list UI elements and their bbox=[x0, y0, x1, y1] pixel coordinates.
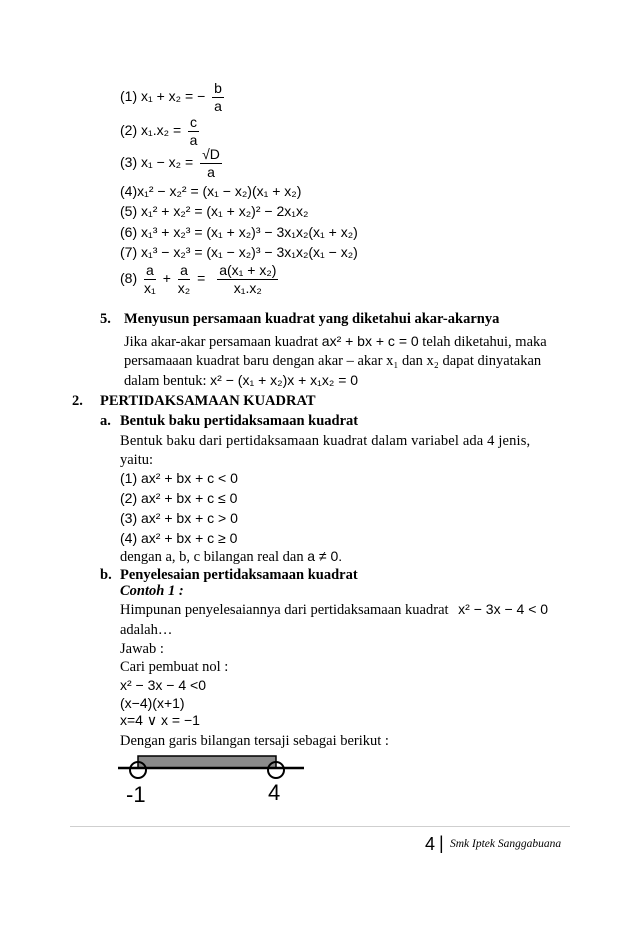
example-line-1 bbox=[120, 601, 548, 619]
identity-1-den: a bbox=[214, 98, 222, 114]
subsection-a-heading: Bentuk baku pertidaksamaan kuadrat bbox=[120, 413, 359, 429]
subsection-a-label: a. bbox=[100, 413, 111, 429]
footer-separator: | bbox=[439, 833, 444, 853]
identity-8-f2-den: x₂ bbox=[177, 280, 191, 296]
identity-3-den: a bbox=[207, 164, 215, 180]
subsection-a-line-2: yaitu: bbox=[120, 452, 154, 468]
identity-8-fraction-2 bbox=[178, 262, 190, 297]
identity-8-fraction-3 bbox=[217, 262, 278, 297]
identity-8-plus: + bbox=[162, 270, 171, 287]
section-5-line-1-text-a: Jika akar-akar persamaan kuadrat bbox=[124, 334, 319, 350]
inequality-form-1: (1) ax² + bx + c < 0 bbox=[120, 470, 238, 486]
subsection-b-label: b. bbox=[100, 567, 112, 583]
identity-1-num: b bbox=[214, 80, 222, 96]
section-5-heading: Menyusun persamaan kuadrat yang diketahui akar-akarnya bbox=[124, 311, 500, 327]
identity-8-f1-num: a bbox=[146, 262, 154, 278]
section-5-line-2: persamaaan kuadrat baru dengan akar – akar x₁ dan x₂ dapat dinyatakan bbox=[124, 353, 542, 369]
section-5-line-1-text-b: telah diketahui, maka bbox=[422, 334, 547, 350]
identity-8-f3-num: a(x₁ + x₂) bbox=[219, 262, 277, 278]
identity-8-label: (8) bbox=[120, 270, 138, 287]
number-line bbox=[112, 750, 312, 810]
section-2-heading: PERTIDAKSAMAAN KUADRAT bbox=[100, 393, 316, 409]
subsection-a-note bbox=[120, 548, 342, 566]
identity-2-fraction bbox=[188, 114, 199, 149]
identity-4: (4)x₁² − x₂² = (x₁ − x₂)(x₁ + x₂) bbox=[120, 183, 302, 199]
identity-8-f3-den: x₁.x₂ bbox=[233, 280, 262, 296]
inequality-form-3: (3) ax² + bx + c > 0 bbox=[120, 510, 238, 526]
subsection-a-note-text: dengan a, b, c bilangan real dan bbox=[120, 549, 304, 565]
identity-3 bbox=[120, 146, 225, 181]
identity-5: (5) x₁² + x₂² = (x₁ + x₂)² − 2x₁x₂ bbox=[120, 203, 309, 219]
example-line-2: adalah… bbox=[120, 622, 173, 638]
identity-8-fraction-1 bbox=[144, 262, 156, 297]
school-name: Smk Iptek Sanggabuana bbox=[450, 838, 562, 850]
identity-6: (6) x₁³ + x₂³ = (x₁ + x₂)³ − 3x₁x₂(x₁ + x₂) bbox=[120, 224, 358, 240]
section-5-line-3-text: dalam bentuk: bbox=[124, 373, 207, 389]
identity-8-f1-den: x₁ bbox=[144, 280, 156, 296]
example-line-1-text: Himpunan penyelesaiannya dari pertidaksamaan kuadrat bbox=[120, 602, 449, 618]
section-2-number: 2. bbox=[72, 393, 83, 409]
identity-2-lhs: (2) x₁.x₂ = bbox=[120, 122, 182, 139]
identity-8-equals: = bbox=[197, 270, 206, 287]
example-line-1-math: x² − 3x − 4 < 0 bbox=[458, 601, 549, 617]
identity-7: (7) x₁³ − x₂³ = (x₁ − x₂)³ − 3x₁x₂(x₁ − x₂) bbox=[120, 244, 358, 260]
identity-2 bbox=[120, 114, 202, 149]
subsection-b-heading: Penyelesaian pertidaksamaan kuadrat bbox=[120, 567, 358, 583]
identity-1 bbox=[120, 80, 227, 115]
solution-step-1: x² − 3x − 4 <0 bbox=[120, 677, 206, 693]
solution-step-3: x=4 ∨ x = −1 bbox=[120, 712, 200, 728]
section-5-line-3-math: x² − (x₁ + x₂)x + x₁x₂ = 0 bbox=[210, 372, 359, 388]
identity-1-fraction bbox=[212, 80, 224, 115]
section-5-line-3 bbox=[124, 372, 358, 390]
page-number: 4 bbox=[425, 834, 436, 854]
answer-intro: Cari pembuat nol : bbox=[120, 659, 229, 675]
identity-3-fraction bbox=[200, 146, 222, 181]
answer-label: Jawab : bbox=[120, 641, 164, 657]
label-minus-one: -1 bbox=[126, 782, 146, 807]
subsection-a-note-math: a ≠ 0. bbox=[307, 548, 343, 564]
shaded-interval bbox=[138, 756, 276, 768]
identity-8-f2-num: a bbox=[178, 262, 190, 280]
subsection-a-line-1: Bentuk baku dari pertidaksamaan kuadrat dalam variabel ada 4 jenis, bbox=[120, 433, 531, 449]
identity-3-lhs: (3) x₁ − x₂ = bbox=[120, 154, 194, 171]
inequality-form-2: (2) ax² + bx + c ≤ 0 bbox=[120, 490, 238, 506]
section-5-line-1 bbox=[124, 333, 547, 351]
numberline-intro: Dengan garis bilangan tersaji sebagai berikut : bbox=[120, 733, 389, 749]
identity-2-num: c bbox=[190, 114, 198, 130]
footer-rule bbox=[70, 826, 570, 827]
label-four: 4 bbox=[268, 780, 281, 805]
inequality-form-4: (4) ax² + bx + c ≥ 0 bbox=[120, 530, 238, 546]
section-5-line-1-math: ax² + bx + c = 0 bbox=[321, 333, 419, 349]
section-5-number: 5. bbox=[100, 311, 111, 327]
identity-8 bbox=[120, 262, 281, 297]
example-title: Contoh 1 : bbox=[120, 583, 184, 599]
identity-2-den: a bbox=[189, 132, 198, 148]
identity-3-num: √D bbox=[202, 146, 220, 162]
identity-1-lhs: (1) x₁ + x₂ = − bbox=[120, 88, 206, 105]
solution-step-2: (x−4)(x+1) bbox=[120, 695, 185, 711]
